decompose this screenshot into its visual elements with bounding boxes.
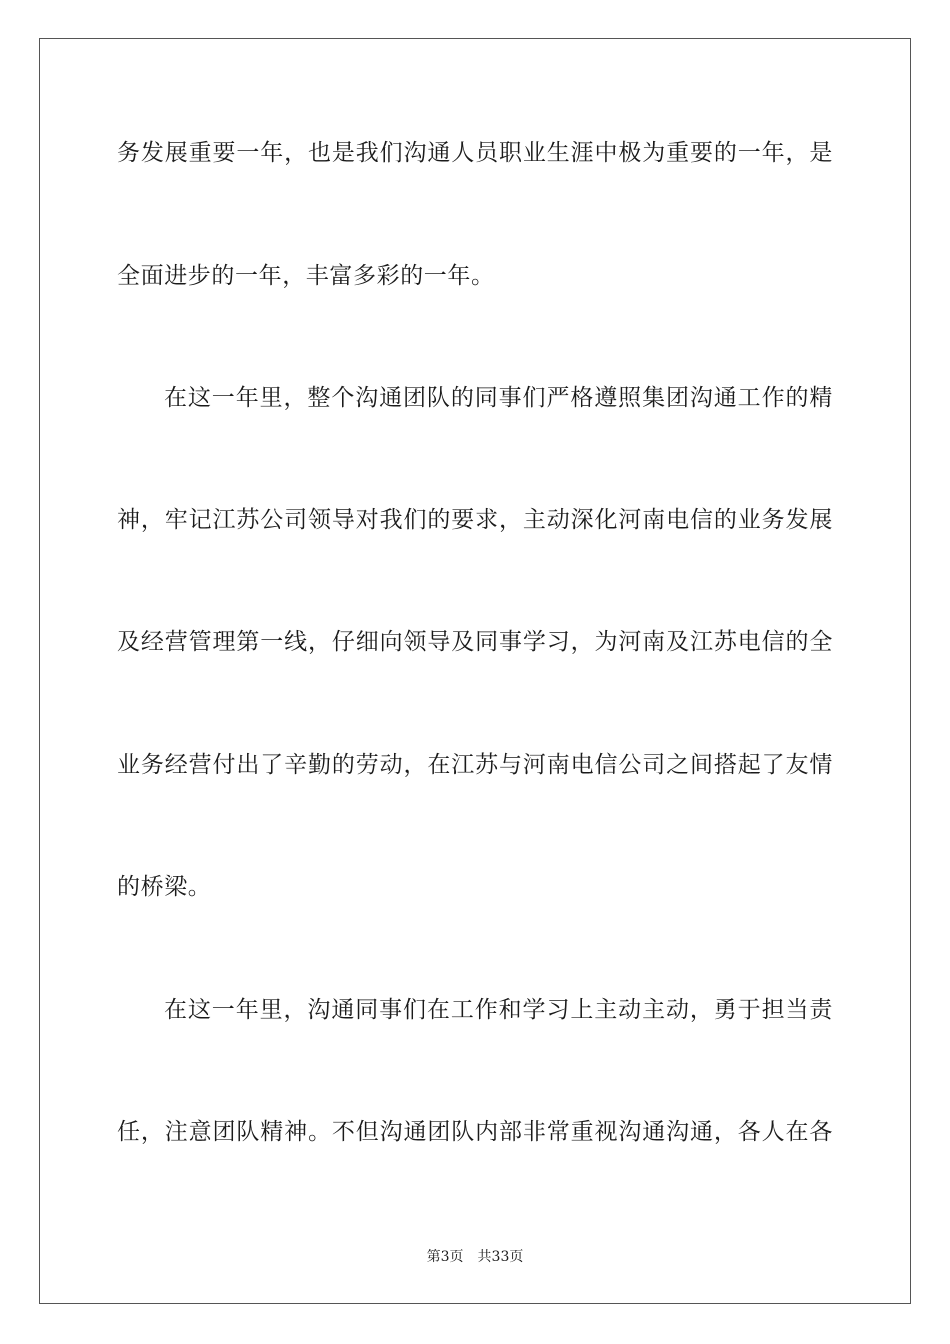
page-total: 共33页 [477,1249,524,1265]
body-line-3: 在这一年里，整个沟通团队的同事们严格遵照集团沟通工作的精 [164,385,833,411]
body-line-7: 的桥梁。 [117,874,212,900]
page-footer [0,1248,950,1266]
body-line-5: 及经营管理第一线，仔细向领导及同事学习，为河南及江苏电信的全 [117,629,833,655]
body-line-2: 全面进步的一年，丰富多彩的一年。 [117,263,495,289]
page-border [39,38,911,1304]
body-line-4: 神，牢记江苏公司领导对我们的要求，主动深化河南电信的业务发展 [117,507,833,533]
body-line-6: 业务经营付出了辛勤的劳动，在江苏与河南电信公司之间搭起了友情 [117,752,833,778]
page-number: 第3页 [426,1249,464,1265]
body-line-9: 任，注意团队精神。不但沟通团队内部非常重视沟通沟通，各人在各 [117,1119,833,1145]
body-line-1: 务发展重要一年，也是我们沟通人员职业生涯中极为重要的一年，是 [117,140,833,166]
body-line-8: 在这一年里，沟通同事们在工作和学习上主动主动，勇于担当责 [164,997,833,1023]
